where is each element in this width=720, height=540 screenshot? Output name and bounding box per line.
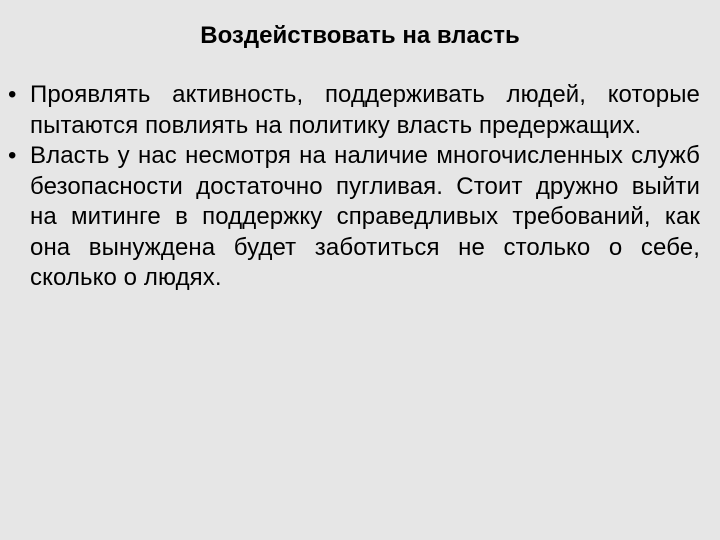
bullet-list xyxy=(8,80,700,294)
bullet-dot-icon: • xyxy=(8,142,17,169)
bullet-text: Власть у нас несмотря на наличие многочисленных служб безопасности достаточно пугливая. Стоит дружно выйти на митинге в поддержку справедливых требований, как она вынуждена будет заботиться не столько о себе, сколько о людях. xyxy=(30,142,700,291)
bullet-text: Проявлять активность, поддерживать людей, которые пытаются повлиять на политику власть предержащих. xyxy=(30,81,700,139)
bullet-dot-icon: • xyxy=(8,81,17,108)
bullet-item xyxy=(8,141,700,294)
slide-title: Воздействовать на власть xyxy=(200,22,520,49)
bullet-item xyxy=(8,80,700,141)
